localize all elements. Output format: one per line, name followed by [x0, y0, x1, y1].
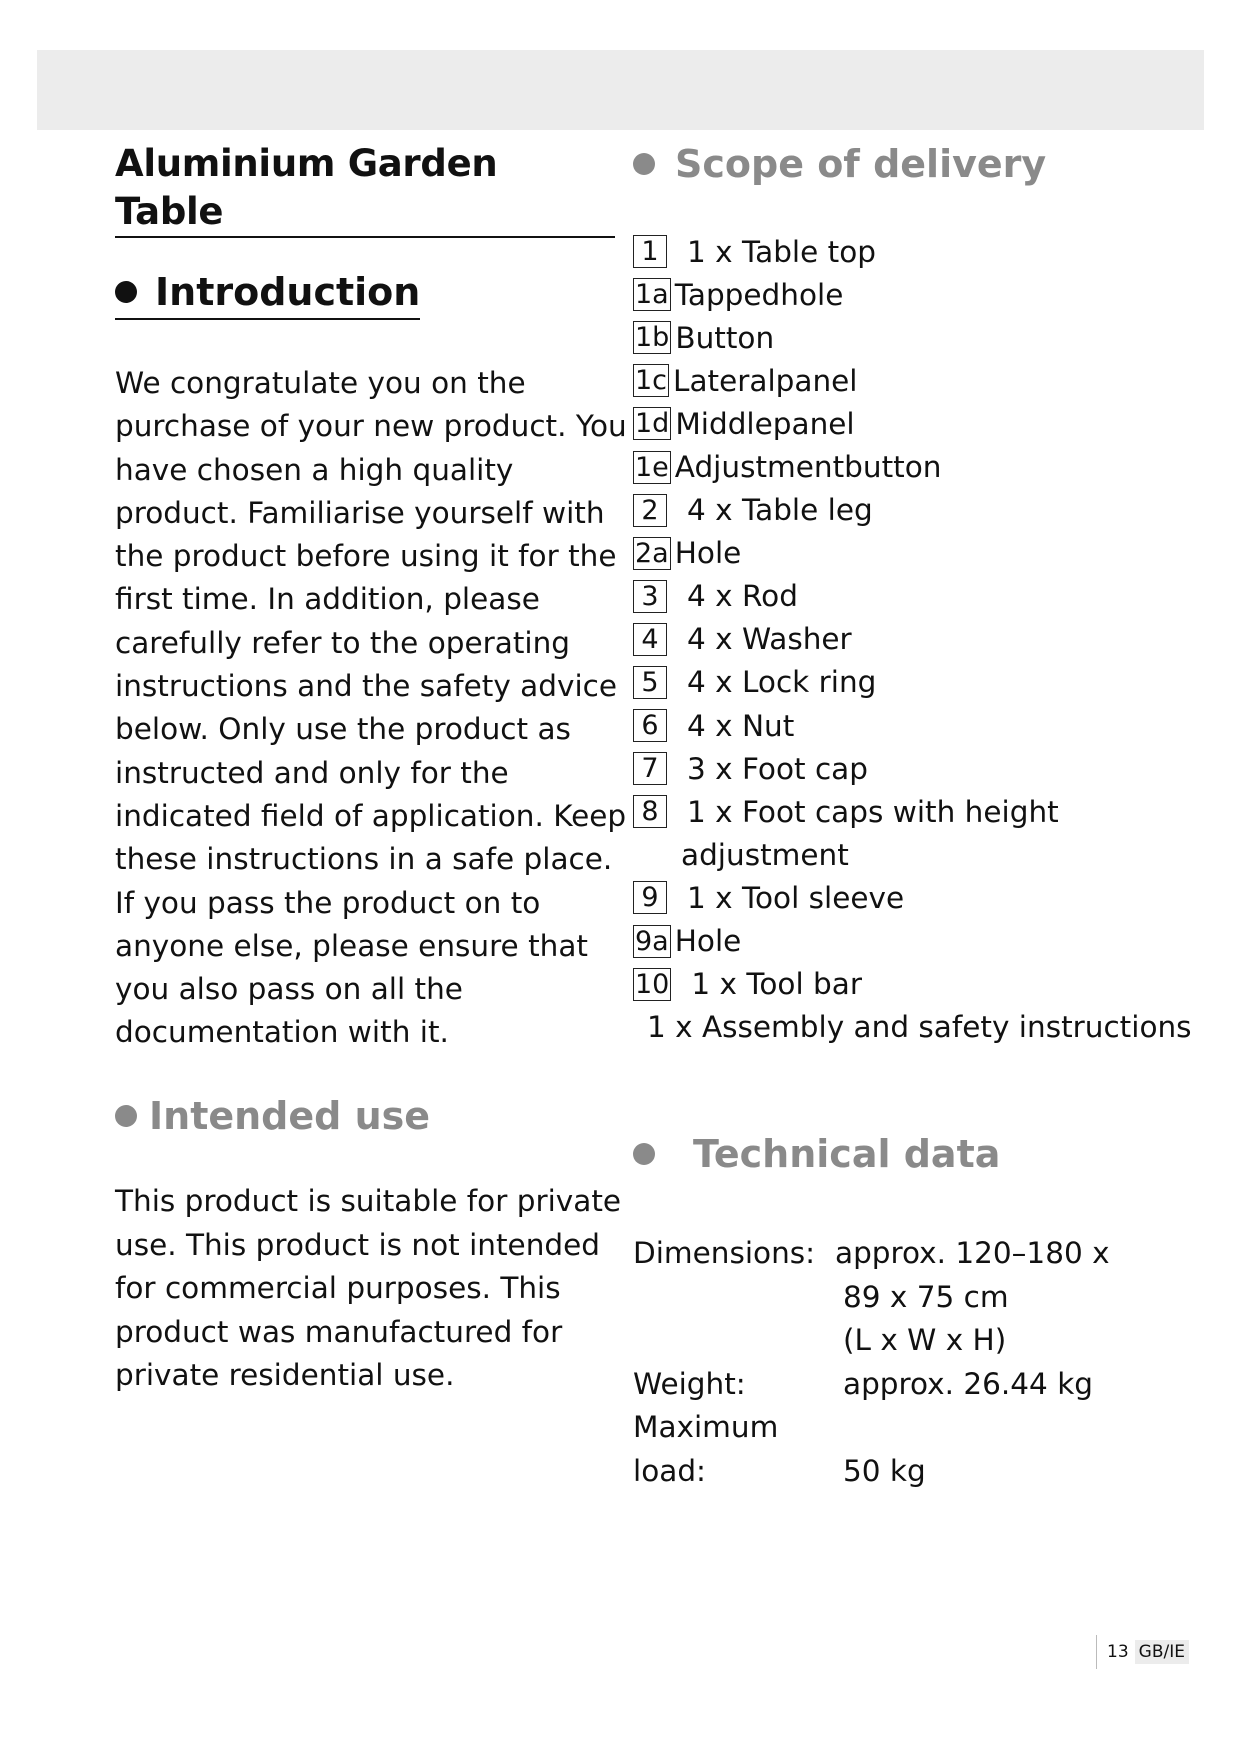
list-item	[633, 704, 1193, 747]
left-column	[115, 140, 627, 1392]
table-row	[633, 1363, 1193, 1407]
part-description: Button	[675, 320, 775, 355]
part-description: 4 x Table leg	[687, 493, 873, 528]
list-item	[633, 661, 1193, 704]
dimensions-label: Dimensions:	[633, 1236, 816, 1270]
list-item	[633, 316, 1193, 359]
technical-data-table	[633, 1232, 1193, 1493]
dimensions-value-line: 89 x 75 cm	[843, 1279, 1009, 1314]
list-item	[633, 445, 1193, 488]
list-item	[633, 532, 1193, 575]
part-description-continued: adjustment	[681, 837, 849, 872]
part-description: 4 x Lock ring	[687, 665, 877, 700]
table-row	[633, 1406, 1193, 1450]
part-description: Middlepanel	[675, 406, 855, 441]
part-description: 1 x Tool bar	[691, 967, 862, 1002]
part-number-badge: 1c	[635, 365, 668, 397]
max-load-label-cont: load:	[633, 1453, 706, 1488]
scope-heading	[633, 140, 1046, 188]
part-description: Lateralpanel	[673, 363, 858, 398]
list-item	[633, 402, 1193, 445]
scope-list	[633, 230, 1193, 1049]
list-item-extra	[633, 1006, 1193, 1049]
dimensions-value	[835, 1232, 1193, 1363]
scope-heading-label: Scope of delivery	[675, 142, 1047, 186]
technical-data-heading-label: Technical data	[693, 1132, 1001, 1176]
part-description: Adjustmentbutton	[674, 450, 942, 485]
technical-data-heading	[633, 1130, 1000, 1178]
table-row	[633, 1450, 1193, 1494]
dimensions-value-line: approx. 120–180 x	[835, 1236, 1110, 1270]
weight-value: approx. 26.44 kg	[843, 1366, 1094, 1401]
part-description: 1 x Table top	[687, 234, 876, 269]
bullet-dot-icon	[115, 1105, 137, 1127]
bullet-dot-icon	[633, 153, 655, 175]
intended-use-heading-label: Intended use	[149, 1094, 431, 1138]
dimensions-value-line: (L x W x H)	[843, 1323, 1007, 1357]
page-footer	[1096, 1632, 1189, 1672]
language-code: GB/IE	[1135, 1640, 1189, 1664]
document-title: Aluminium Garden Table	[115, 140, 615, 238]
introduction-heading-label: Introduction	[155, 270, 421, 314]
list-item	[633, 230, 1193, 273]
list-item	[633, 359, 1193, 402]
part-description: 1 x Assembly and safety instructions	[647, 1010, 1192, 1045]
part-description: 1 x Foot caps with height	[687, 794, 1059, 829]
part-number-badge: 1e	[635, 451, 669, 483]
part-number-badge: 2	[633, 494, 667, 527]
part-number-badge: 1b	[635, 322, 670, 354]
list-item	[633, 963, 1193, 1006]
part-description: Hole	[674, 536, 742, 571]
part-description: Hole	[674, 924, 742, 959]
part-description: Tappedhole	[674, 277, 844, 312]
list-item	[633, 489, 1193, 532]
part-number-badge: 6	[633, 709, 667, 742]
introduction-text: We congratulate you on the purchase of your new product. You have chosen a high quality product. Familiarise yourself with the product before using it for the first time. In addition, please carefully refer to the operating instructions and the safety advice below. Only use the product as instructed and only for the indicated field of application. Keep these instructions in a safe place. If you pass the product on to anyone else, please ensure that you also pass on all the documentation with it.	[115, 366, 627, 1050]
part-number-badge: 1d	[635, 408, 670, 440]
part-number-badge: 1a	[635, 279, 669, 311]
part-number-badge: 10	[635, 968, 670, 1000]
intended-use-text: This product is suitable for private use. This product is not intended for commercial purposes. This product was manufactured for private residential use.	[115, 1184, 622, 1392]
list-item	[633, 273, 1193, 316]
part-number-badge: 7	[633, 752, 667, 785]
list-item	[633, 790, 1193, 833]
part-number-badge: 5	[633, 666, 667, 699]
list-item	[633, 876, 1193, 919]
introduction-heading	[115, 268, 420, 320]
weight-label: Weight:	[633, 1366, 746, 1401]
part-number-badge: 2a	[635, 537, 669, 569]
part-number-badge: 4	[633, 623, 667, 656]
part-number-badge: 9a	[635, 925, 669, 957]
part-description: 3 x Foot cap	[687, 751, 868, 786]
bullet-dot-icon	[633, 1143, 655, 1165]
part-number-badge: 8	[633, 795, 667, 828]
part-description: 4 x Washer	[687, 622, 852, 657]
bullet-dot-icon	[115, 281, 137, 303]
part-description: 1 x Tool sleeve	[687, 880, 905, 915]
list-item	[633, 747, 1193, 790]
page-number: 13	[1107, 1642, 1129, 1662]
table-row	[633, 1232, 1193, 1363]
list-item-continuation	[633, 833, 1193, 876]
part-description: 4 x Nut	[687, 708, 795, 743]
part-number-badge: 9	[633, 881, 667, 914]
list-item	[633, 575, 1193, 618]
part-number-badge: 1	[633, 235, 667, 268]
part-number-badge: 3	[633, 580, 667, 613]
part-description: 4 x Rod	[687, 579, 798, 614]
intended-use-heading	[115, 1092, 430, 1140]
list-item	[633, 618, 1193, 661]
header-bar	[37, 50, 1204, 130]
divider	[1096, 1635, 1097, 1669]
max-load-label: Maximum	[633, 1410, 779, 1444]
list-item	[633, 920, 1193, 963]
max-load-value: 50 kg	[843, 1453, 926, 1488]
